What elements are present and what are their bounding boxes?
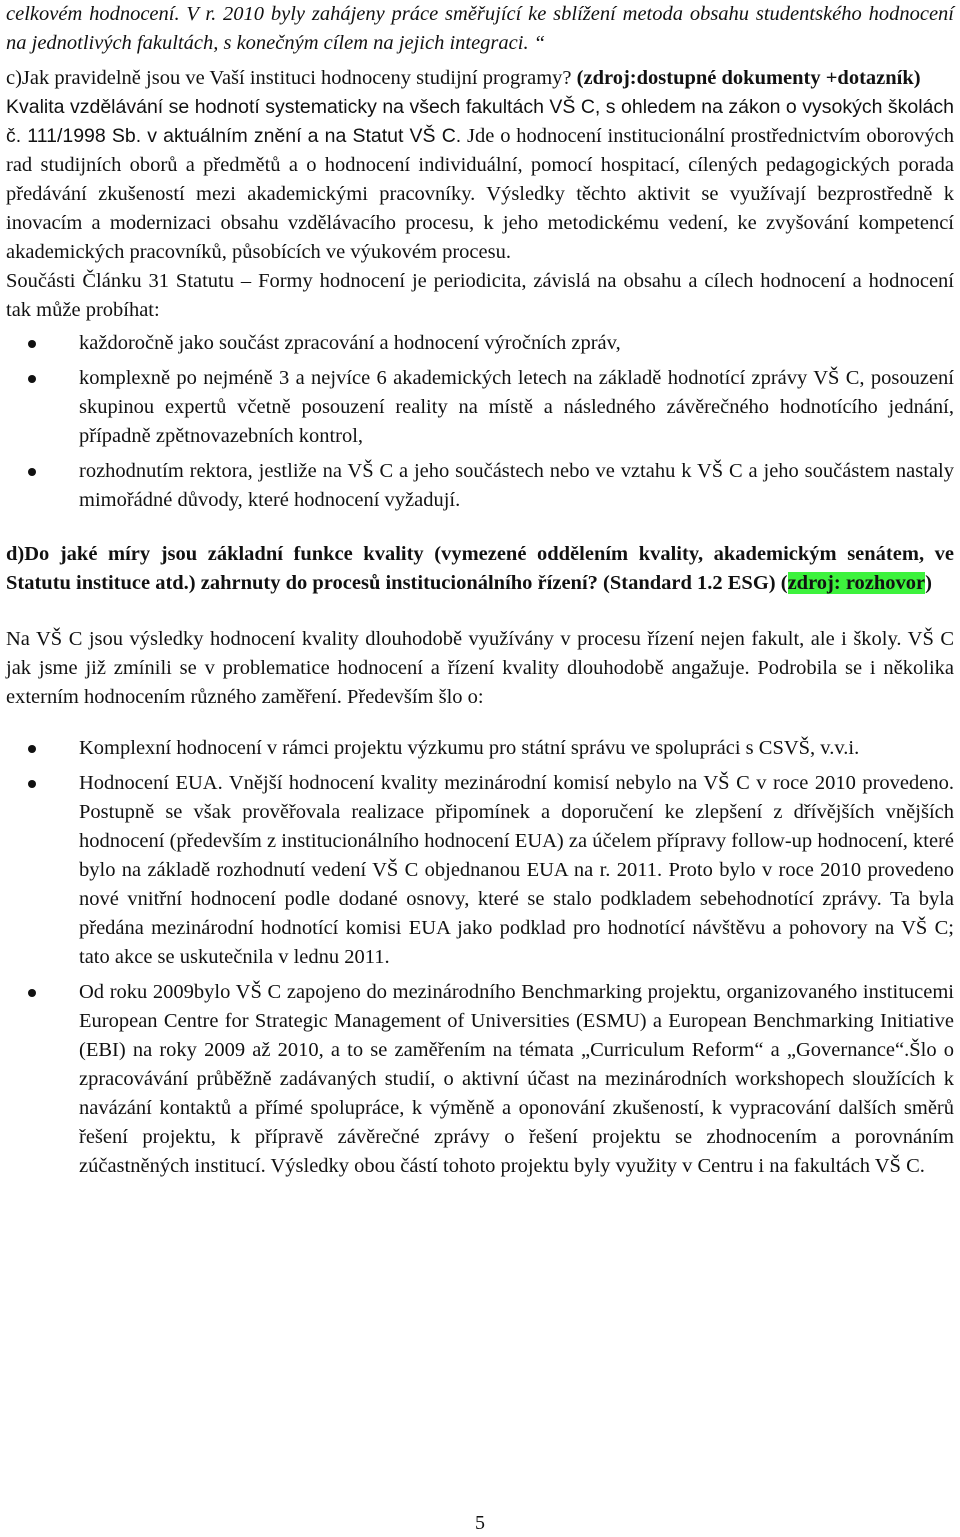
list-item	[6, 978, 954, 1181]
section-c-paragraph-1	[6, 93, 954, 267]
page-number: 5	[475, 1512, 485, 1534]
bullet-icon	[28, 340, 36, 348]
list-item-text: Hodnocení EUA. Vnější hodnocení kvality mezinárodní komisí nebylo na VŠ C v roce 2010 provedeno. Postupně se však prověřovala realizace připomínek a doporučení ke zlepšení z dřívějších vnějších hodnocení (především z institucionálního hodnocení EUA) za účelem přípravy follow-up hodnocení, které bylo na základě rozhodnutí vedení VŠ C objednanou EUA na r. 2011. Proto bylo v roce 2010 provedeno nové vnitřní hodnocení podle dodané osnovy, které se stalo podkladem sebehodnotící zprávy. Ta byla předána mezinárodní hodnotící komisi EUA jako podklad pro hodnotící návštěvu a pohovory na VŠ C; tato akce se uskutečnila v lednu 2011.	[79, 772, 954, 968]
section-d-question-end: )	[925, 572, 932, 594]
intro-paragraph: celkovém hodnocení. V r. 2010 byly zahájeny práce směřující ke sblížení metoda obsahu studentského hodnocení na jednotlivých fakultách, s konečným cílem na jejich integraci. “	[6, 3, 954, 54]
section-c-source: (zdroj:dostupné dokumenty +dotazník)	[576, 67, 921, 89]
bullet-icon	[28, 468, 36, 476]
list-item-text: komplexně po nejméně 3 a nejvíce 6 akademických letech na základě hodnotící zprávy VŠ C, posouzení skupinou expertů včetně posouzení reality na místě a následného závěrečného hodnotícího jednání, případně zpětnovazebních kontrol,	[79, 367, 954, 447]
section-c-question-text: c)Jak pravidelně jsou ve Vaší instituci hodnoceny studijní programy?	[6, 67, 572, 89]
list-item-text: každoročně jako součást zpracování a hodnocení výročních zpráv,	[79, 332, 621, 354]
list-item	[6, 734, 954, 763]
section-c-question	[6, 64, 954, 93]
list-item-text: Od roku 2009bylo VŠ C zapojeno do mezinárodního Benchmarking projektu, organizovaného institucemi European Centre for Strategic Management of Universities (ESMU) a European Benchmarking Initiative (EBI) na roky 2009 až 2010, a to se zaměřením na témata „Curriculum Reform“ a „Governance“.Šlo o zpracovávání průběžně zadávaných studií, o aktivní účast na mezinárodních workshopech sloužících k navázání kontaktů a přímé spolupráce, k výměně a oponování zkušeností, k vypracování dalších směrů řešení projektu, k přípravě závěrečné zprávy o řešení projektu se zhodnocením a porovnáním zúčastněných institucí. Výsledky obou částí tohoto projektu byly využity v Centru i na fakultách VŠ C.	[79, 981, 954, 1177]
list-item-text: rozhodnutím rektora, jestliže na VŠ C a jeho součástech nebo ve vztahu k VŠ C a jeho součástem nastaly mimořádné důvody, které hodnocení vyžadují.	[79, 460, 954, 511]
list-item	[6, 769, 954, 972]
section-d-bullet-list	[6, 734, 954, 1181]
bullet-icon	[28, 989, 36, 997]
list-item-text: Komplexní hodnocení v rámci projektu výzkumu pro státní správu ve spolupráci s CSVŠ, v.v.i.	[79, 737, 860, 759]
bullet-icon	[28, 375, 36, 383]
list-item	[6, 364, 954, 451]
section-d-source-highlight: zdroj: rozhovor	[787, 572, 926, 594]
list-item	[6, 457, 954, 515]
section-d-question-text: d)Do jaké míry jsou základní funkce kvality (vymezené oddělením kvality, akademickým senátem, ve Statutu instituce atd.) zahrnuty do procesů institucionálního řízení? (Standard 1.2 ESG) (	[6, 543, 954, 594]
list-item	[6, 329, 954, 358]
bullet-icon	[28, 780, 36, 788]
section-d-paragraph-1: Na VŠ C jsou výsledky hodnocení kvality dlouhodobě využívány v procesu řízení nejen fakult, ale i školy. VŠ C jak jsme již zmínili se v problematice hodnocení a řízení kvality dlouhodobě angažuje. Podrobila se i několika externím hodnocením různého zaměření. Především šlo o:	[6, 628, 954, 708]
bullet-icon	[28, 745, 36, 753]
section-c-paragraph-1-b: Jde o hodnocení institucionální prostřednictvím oborových rad studijních oborů a předmětů a o hodnocení individuální, pomocí hospitací, cílených pedagogických porada předávání zkušeností mezi akademickými pracovníky. Výsledky těchto aktivit se využívají bezprostředně k inovacím a modernizaci obsahu vzdělávacího procesu, k jeho metodickému vedení, ke zvyšování kompetencí akademických pracovníků, působících ve výukovém procesu.	[6, 125, 954, 263]
section-c-bullet-list	[6, 329, 954, 515]
section-d-question	[6, 540, 954, 598]
section-c-paragraph-2: Součásti Článku 31 Statutu – Formy hodnocení je periodicita, závislá na obsahu a cílech hodnocení a hodnocení tak může probíhat:	[6, 270, 954, 321]
document-page	[6, 0, 954, 1181]
section-c-paragraph-1-a: Kvalita vzdělávání se hodnotí systematicky na všech fakultách VŠ C, s ohledem na zákon o vysokých školách č. 111/1998 Sb. v aktuálním znění a na Statut VŠ C.	[6, 96, 954, 147]
